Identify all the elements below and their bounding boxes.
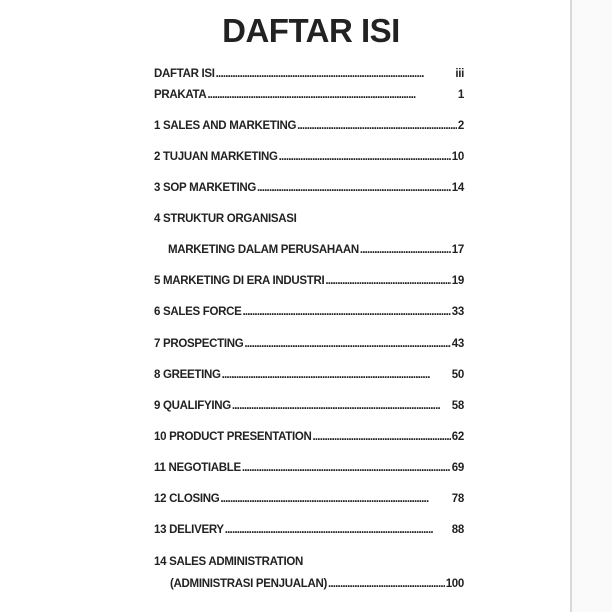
toc-page-number: 14 bbox=[451, 182, 464, 194]
toc-page-number: iii bbox=[455, 68, 464, 80]
toc-page-number: 100 bbox=[445, 578, 464, 590]
page-margin bbox=[572, 0, 612, 612]
toc-leader-dots bbox=[257, 182, 451, 194]
toc-entry-label: (ADMINISTRASI PENJUALAN) bbox=[170, 578, 327, 590]
toc-entry-chapter-13[interactable] bbox=[154, 520, 464, 536]
toc-entry-label: 4 STRUKTUR ORGANISASI bbox=[154, 213, 297, 225]
toc-entry-label: MARKETING DALAM PERUSAHAAN bbox=[168, 244, 359, 256]
toc-entry-chapter-2[interactable] bbox=[154, 147, 464, 163]
toc-leader-dots bbox=[207, 89, 456, 101]
toc-leader-dots bbox=[242, 306, 450, 318]
toc-page-number: 2 bbox=[457, 120, 464, 132]
toc-entry-label: 1 SALES AND MARKETING bbox=[154, 120, 297, 132]
toc-leader-dots bbox=[225, 524, 451, 536]
toc-entry-label: 2 TUJUAN MARKETING bbox=[154, 151, 278, 163]
toc-entry-label: 14 SALES ADMINISTRATION bbox=[154, 556, 304, 568]
toc-leader-dots bbox=[244, 338, 450, 350]
toc-leader-dots bbox=[360, 244, 451, 256]
toc-page-number: 62 bbox=[451, 431, 464, 443]
toc-entry-label: 6 SALES FORCE bbox=[154, 306, 242, 318]
toc-entry-chapter-9[interactable] bbox=[154, 396, 464, 412]
toc-leader-dots bbox=[313, 431, 451, 443]
toc-entry-label: 3 SOP MARKETING bbox=[154, 182, 256, 194]
toc-leader-dots bbox=[325, 275, 450, 287]
toc-entry-label: 5 MARKETING DI ERA INDUSTRI bbox=[154, 275, 325, 287]
toc-page-number: 78 bbox=[451, 493, 464, 505]
toc-leader-dots bbox=[220, 493, 450, 505]
toc-entry-daftar-isi[interactable] bbox=[154, 64, 464, 80]
toc-entry-chapter-10[interactable] bbox=[154, 427, 464, 443]
toc-leader-dots bbox=[242, 462, 451, 474]
toc-leader-dots bbox=[328, 578, 445, 590]
toc-entry-label: 9 QUALIFYING bbox=[154, 400, 231, 412]
toc-entry-label: 8 GREETING bbox=[154, 369, 221, 381]
toc-entry-label: DAFTAR ISI bbox=[154, 68, 215, 80]
toc-page-number: 33 bbox=[451, 306, 464, 318]
toc-entry-label: 10 PRODUCT PRESENTATION bbox=[154, 431, 312, 443]
toc-page-number: 50 bbox=[451, 369, 464, 381]
toc-entry-chapter-14-line-1[interactable] bbox=[154, 552, 464, 568]
toc-leader-dots bbox=[216, 68, 455, 80]
toc-entry-chapter-7[interactable] bbox=[154, 334, 464, 350]
toc-entry-chapter-14-line-2[interactable] bbox=[170, 574, 464, 590]
toc-page-number: 1 bbox=[457, 89, 464, 101]
toc-entry-chapter-11[interactable] bbox=[154, 458, 464, 474]
toc-entry-label: 7 PROSPECTING bbox=[154, 338, 244, 350]
toc-entry-label: 12 CLOSING bbox=[154, 493, 220, 505]
toc-leader-dots bbox=[232, 400, 451, 412]
toc-page-number: 88 bbox=[451, 524, 464, 536]
toc-page-number: 43 bbox=[451, 338, 464, 350]
page-title: DAFTAR ISI bbox=[222, 12, 400, 49]
toc-leader-dots bbox=[279, 151, 451, 163]
toc-leader-dots bbox=[222, 369, 451, 381]
toc-page-number: 69 bbox=[451, 462, 464, 474]
toc-entry-label: 13 DELIVERY bbox=[154, 524, 224, 536]
toc-page-number: 17 bbox=[451, 244, 464, 256]
toc-entry-chapter-5[interactable] bbox=[154, 271, 464, 287]
toc-entry-label: 11 NEGOTIABLE bbox=[154, 462, 241, 474]
toc-page-number: 58 bbox=[451, 400, 464, 412]
toc-entry-chapter-3[interactable] bbox=[154, 178, 464, 194]
toc-entry-chapter-12[interactable] bbox=[154, 489, 464, 505]
toc-entry-chapter-8[interactable] bbox=[154, 365, 464, 381]
toc-entry-label: PRAKATA bbox=[154, 89, 207, 101]
toc-page-number: 10 bbox=[451, 151, 464, 163]
toc-page-number: 19 bbox=[451, 275, 464, 287]
toc-entry-chapter-6[interactable] bbox=[154, 302, 464, 318]
toc-entry-chapter-4-line-1[interactable] bbox=[154, 209, 464, 225]
toc-entry-chapter-1[interactable] bbox=[154, 116, 464, 132]
toc-entry-prakata[interactable] bbox=[154, 85, 464, 101]
toc-entry-chapter-4-line-2[interactable] bbox=[168, 240, 464, 256]
toc-leader-dots bbox=[297, 120, 457, 132]
